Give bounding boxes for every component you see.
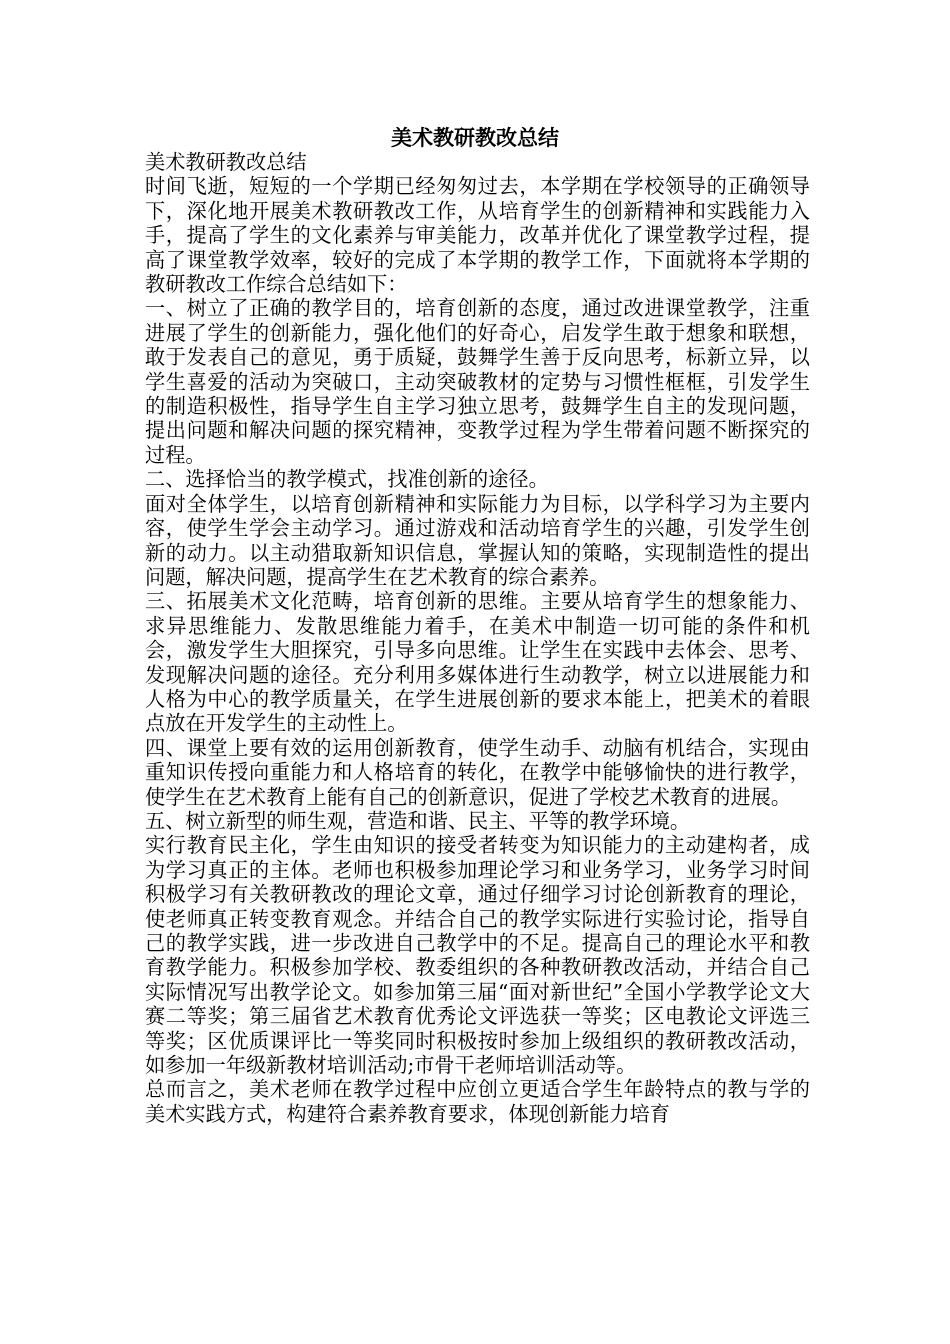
paragraph: 二、选择恰当的教学模式，找准创新的途径。 [145,467,549,492]
paragraph: 面对全体学生，以培育创新精神和实际能力为目标，以学科学习为主要内容，使学生学会主动学习。通过游戏和活动培育学生的兴趣，引发学生创新的动力。以主动猎取新知识信息，掌握认知的策略，实现制造性的提出问题，解决问题，提高学生在艺术教育的综合素养。 [145,491,810,589]
paragraph: 美术教研教改总结 [145,150,307,174]
paragraph: 总而言之，美术老师在教学过程中应创立更适合学生年龄特点的教与学的美术实践方式，构建符合素养教育要求，体现创新能力培育 [145,1077,810,1126]
document-body [145,150,810,1126]
paragraph: 实行教育民主化，学生由知识的接受者转变为知识能力的主动建构者，成为学习真正的主体。老师也积极参加理论学习和业务学习，业务学习时间积极学习有关教研教改的理论文章，通过仔细学习讨论创新教育的理论，使老师真正转变教育观念。并结合自己的教学实际进行实验讨论，指导自己的教学实践，进一步改进自己教学中的不足。提高自己的理论水平和教育教学能力。积极参加学校、教委组织的各种教研教改活动，并结合自己实际情况写出教学论文。如参加第三届“面对新世纪”全国小学教学论文大赛二等奖；第三届省艺术教育优秀论文评选获一等奖；区电教论文评选三等奖；区优质课评比一等奖同时积极按时参加上级组织的教研教改活动，如参加一年级新教材培训活动;市骨干老师培训活动等。 [145,833,810,1078]
paragraph: 五、树立新型的师生观，营造和谐、民主、平等的教学环境。 [145,808,691,833]
paragraph: 一、树立了正确的教学目的，培育创新的态度，通过改进课堂教学，注重进展了学生的创新能力，强化他们的好奇心，启发学生敢于想象和联想，敢于发表自己的意见，勇于质疑，鼓舞学生善于反向思考，标新立异，以学生喜爱的活动为突破口，主动突破教材的定势与习惯性框框，引发学生的制造积极性，指导学生自主学习独立思考，鼓舞学生自主的发现问题，提出问题和解决问题的探究精神，变教学过程为学生带着问题不断探究的过程。 [145,296,810,467]
paragraph: 四、课堂上要有效的运用创新教育，使学生动手、动脑有机结合，实现由重知识传授向重能力和人格培育的转化，在教学中能够愉快的进行教学，使学生在艺术教育上能有自己的创新意识，促进了学校艺术教育的进展。 [145,735,810,809]
paragraph: 时间飞逝，短短的一个学期已经匆匆过去，本学期在学校领导的正确领导下，深化地开展美术教研教改工作，从培育学生的创新精神和实践能力入手，提高了学生的文化素养与审美能力，改革并优化了课堂教学过程，提高了课堂教学效率，较好的完成了本学期的教学工作，下面就将本学期的教研教改工作综合总结如下： [145,174,810,297]
paragraph: 三、拓展美术文化范畴，培育创新的思维。主要从培育学生的想象能力、求异思维能力、发散思维能力着手，在美术中制造一切可能的条件和机会，激发学生大胆探究，引导多向思维。让学生在实践中去体会、思考、发现解决问题的途径。充分利用多媒体进行生动教学，树立以进展能力和人格为中心的教学质量关，在学生进展创新的要求本能上，把美术的着眼点放在开发学生的主动性上。 [145,589,810,736]
document-title: 美术教研教改总结 [391,125,559,150]
